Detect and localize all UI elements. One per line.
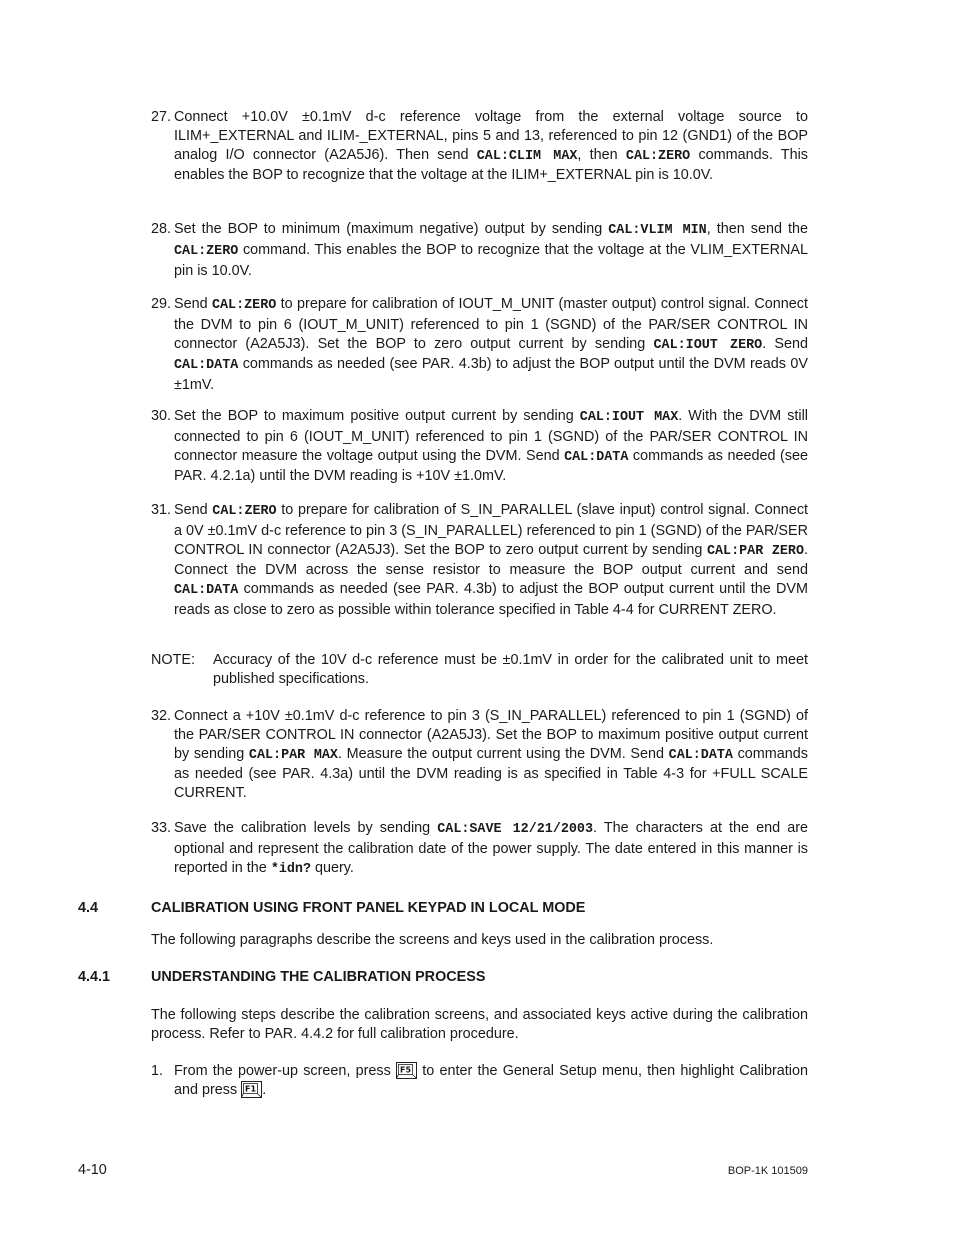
f1-key-icon (241, 1081, 262, 1098)
command-code: CAL:ZERO (212, 504, 277, 519)
step-text-part: , then send the (706, 221, 808, 237)
step-number: 27. (151, 109, 172, 125)
command-code: CAL:DATA (668, 747, 733, 763)
step-text-part: . Measure the output current using the DVM. Send (337, 745, 669, 762)
step-text (174, 707, 808, 803)
command-code: CAL:DATA (174, 358, 239, 374)
command-code: *idn? (270, 861, 311, 877)
command-code: CAL:ZERO (625, 148, 691, 164)
step-text-part: . (262, 1081, 267, 1098)
step-text (174, 501, 808, 620)
command-code: CAL:DATA (564, 449, 629, 465)
section-title: UNDERSTANDING THE CALIBRATION PROCESS (151, 969, 486, 985)
section-4-4-1-paragraph: The following steps describe the calibration screens, and associated keys active during the calibration process. Refer to PAR. 4.4.2 for full calibration procedure. (151, 1007, 808, 1042)
step-text-part: . Connect the DVM across the sense resistor to measure the BOP output current and send (174, 541, 808, 579)
f5-key-icon (396, 1062, 417, 1079)
step-text (174, 819, 808, 879)
list-item (151, 819, 808, 879)
note-text (213, 651, 808, 689)
section-number: 4.4 (78, 900, 99, 916)
key-label: F5 (400, 1065, 412, 1075)
command-code: CAL:DATA (174, 583, 239, 599)
step-number: 1. (151, 1063, 164, 1079)
command-code: CAL:CLIM MAX (476, 148, 578, 164)
list-item (151, 295, 808, 395)
step-text-part: Connect +10.0V ±0.1mV d-c reference voltage from the external voltage source to ILIM+_EXTERNAL and ILIM-_EXTERNAL, pins 5 and 13, referenced to pin 12 (GND1) of the BOP analog I/O connector (A2A5J6). Then send (174, 109, 808, 163)
list-item (151, 108, 808, 185)
step-text (174, 108, 808, 185)
step-text-part: Send (174, 296, 212, 312)
command-code: CAL:PAR ZERO (706, 543, 804, 559)
note-block (151, 651, 808, 689)
key-label: F1 (245, 1084, 257, 1094)
step-text-part: commands as needed (see PAR. 4.3a) until the DVM reading is as specified in Table 4-3 for +FULL SCALE CURRENT. (174, 745, 808, 802)
command-code: CAL:ZERO (211, 298, 277, 313)
step-text-part: query. (311, 859, 354, 876)
step-number: 31. (151, 502, 172, 518)
section-4-4-paragraph: The following paragraphs describe the screens and keys used in the calibration process. (151, 932, 714, 948)
step-text-part: to enter the General Setup menu, then highlight Calibration and press (174, 1063, 809, 1098)
step-text-part: to prepare for calibration of S_IN_PARALLEL (slave input) control signal. Connect a 0V ±0.1mV d-c reference to pin 3 (S_IN_PARALLEL) referenced to pin 1 (SGND) of the PAR/SER CONTROL IN connector (A2A5J3). Set the BOP to zero output current by sending (174, 502, 809, 558)
step-text (174, 220, 808, 280)
step-number: 30. (151, 408, 172, 424)
step-text-part: commands as needed (see PAR. 4.2.1a) until the DVM reading is +10V ±1.0mV. (174, 447, 808, 485)
step-text-part: . With the DVM still connected to pin 6 (IOUT_M_UNIT) referenced to pin 1 (SGND) of the PAR/SER CONTROL IN connector measure the voltage output using the DVM. Send (174, 408, 809, 464)
list-item (151, 407, 808, 486)
document-id: BOP-1K 101509 (727, 1165, 808, 1177)
step-text-part: Save the calibration levels by sending (174, 820, 438, 836)
list-item (151, 707, 808, 803)
step-text-part: Connect a +10V ±0.1mV d-c reference to pin 3 (S_IN_PARALLEL) referenced to pin 1 (SGND) of the PAR/SER CONTROL IN connector (A2A5J3). Set the BOP to maximum positive output current by sending (174, 708, 808, 762)
step-text-part: Send (174, 502, 213, 518)
list-item (151, 501, 808, 620)
section-number: 4.4.1 (78, 969, 111, 985)
command-code: CAL:PAR MAX (248, 747, 338, 763)
step-text (174, 295, 808, 395)
step-number: 33. (151, 820, 172, 836)
command-code: CAL:IOUT MAX (579, 410, 679, 425)
command-code: CAL:SAVE 12/21/2003 (437, 822, 594, 837)
step-number: 29. (151, 296, 172, 312)
command-code: CAL:ZERO (174, 243, 239, 259)
step-text-part: Set the BOP to minimum (maximum negative) output by sending (174, 221, 609, 237)
step-text-part: Set the BOP to maximum positive output current by sending (174, 408, 580, 424)
step-text-part: . The characters at the end are optional and represent the calibration date of the power supply. The date entered in this manner is reported in the (174, 820, 808, 876)
step-text-part: commands. This enables the BOP to recognize that the voltage at the ILIM+_EXTERNAL pin is 10.0V. (174, 146, 808, 184)
list-item (151, 1062, 808, 1100)
step-text-part: commands as needed (see PAR. 4.3b) to adjust the BOP output until the DVM reads 0V ±1mV. (174, 356, 808, 394)
step-text (174, 407, 808, 486)
command-code: CAL:VLIM MIN (608, 223, 707, 238)
section-title: CALIBRATION USING FRONT PANEL KEYPAD IN LOCAL MODE (151, 900, 586, 916)
list-item (151, 220, 808, 280)
step-text-part: command. This enables the BOP to recognize that the voltage at the VLIM_EXTERNAL pin is 10.0V. (174, 241, 808, 279)
step-number: 28. (151, 221, 172, 237)
step-number: 32. (151, 708, 172, 724)
step-text-part: From the power-up screen, press (174, 1063, 397, 1079)
step-text-part: Accuracy of the 10V d-c reference must be ±0.1mV in order for the calibrated unit to meet published specifications. (213, 652, 808, 687)
command-code: CAL:IOUT ZERO (653, 337, 763, 353)
step-text-part: commands as needed (see PAR. 4.3b) to adjust the BOP output current until the DVM reads as close to zero as possible within tolerance specified in Table 4-4 for CURRENT ZERO. (174, 581, 808, 618)
step-text (174, 1062, 808, 1100)
step-text-part: to prepare for calibration of IOUT_M_UNIT (master output) control signal. Connect the DVM to pin 6 (IOUT_M_UNIT) referenced to pin 1 (SGND) of the PAR/SER CONTROL IN connector (A2A5J3). Set the BOP to zero output current by sending (174, 296, 808, 352)
step-text-part: , then (577, 146, 626, 163)
note-label: NOTE: (151, 652, 195, 668)
step-text-part: . Send (762, 335, 808, 352)
page-number: 4-10 (78, 1162, 107, 1178)
